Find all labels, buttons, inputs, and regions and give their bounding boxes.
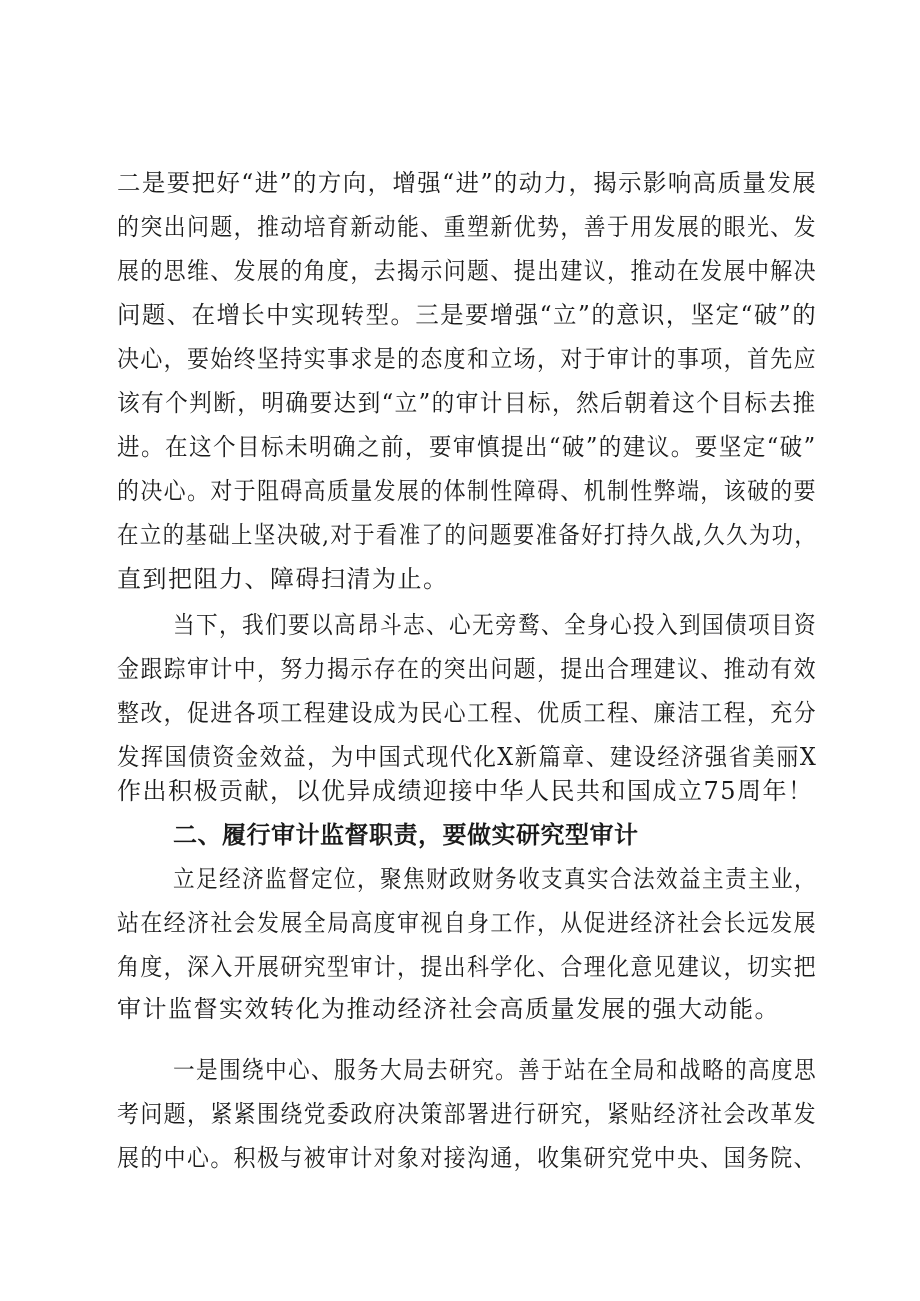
paragraph-line: 考问题，紧紧围绕党委政府决策部署进行研究，紧贴经济社会改革发: [117, 1100, 817, 1128]
paragraph-line: 决心，要始终坚持实事求是的态度和立场，对于审计的事项，首先应: [117, 345, 817, 373]
paragraph-line: 站在经济社会发展全局高度审视自身工作，从促进经济社会长远发展: [117, 909, 817, 937]
paragraph-line: 进。在这个目标未明确之前，要审慎提出“破”的建议。要坚定“破”: [117, 433, 817, 461]
paragraph-line: 一是围绕中心、服务大局去研究。善于站在全局和战略的高度思: [173, 1056, 818, 1084]
paragraph-line: 该有个判断，明确要达到“立”的审计目标，然后朝着这个目标去推: [117, 389, 817, 417]
paragraph-line: 当下，我们要以高昂斗志、心无旁鹜、全身心投入到国债项目资: [173, 611, 818, 639]
paragraph-line: 审计监督实效转化为推动经济社会高质量发展的强大动能。: [117, 995, 780, 1023]
paragraph-line: 在立的基础上坚决破,对于看准了的问题要准备好打持久战,久久为功，: [117, 521, 818, 549]
paragraph-line: 展的思维、发展的角度，去揭示问题、提出建议，推动在发展中解决: [117, 257, 817, 285]
paragraph-line: 发挥国债资金效益，为中国式现代化X新篇章、建设经济强省美丽X: [117, 743, 818, 771]
section-heading: 二、履行审计监督职责，要做实研究型审计: [173, 821, 639, 849]
paragraph-line: 的决心。对于阻碍高质量发展的体制性障碍、机制性弊端，该破的要: [117, 477, 817, 505]
paragraph-line: 作出积极贡献，以优异成绩迎接中华人民共和国成立75周年！: [117, 777, 814, 805]
paragraph-line: 立足经济监督定位，聚焦财政财务收支真实合法效益主责主业，: [173, 865, 818, 893]
paragraph-line: 的突出问题，推动培育新动能、重塑新优势，善于用发展的眼光、发: [117, 213, 817, 241]
paragraph-line: 整改，促进各项工程建设成为民心工程、优质工程、廉洁工程，充分: [117, 699, 817, 727]
paragraph-line: 角度，深入开展研究型审计，提出科学化、合理化意见建议，切实把: [117, 953, 817, 981]
paragraph-line: 二是要把好“进”的方向，增强“进”的动力，揭示影响高质量发展: [117, 169, 818, 197]
paragraph-line: 问题、在增长中实现转型。三是要增强“立”的意识，坚定“破”的: [117, 301, 818, 329]
paragraph-line: 展的中心。积极与被审计对象对接沟通，收集研究党中央、国务院、: [117, 1144, 817, 1172]
paragraph-line: 金跟踪审计中，努力揭示存在的突出问题，提出合理建议、推动有效: [117, 655, 817, 683]
paragraph-line: 直到把阻力、障碍扫清为止。: [117, 565, 449, 593]
